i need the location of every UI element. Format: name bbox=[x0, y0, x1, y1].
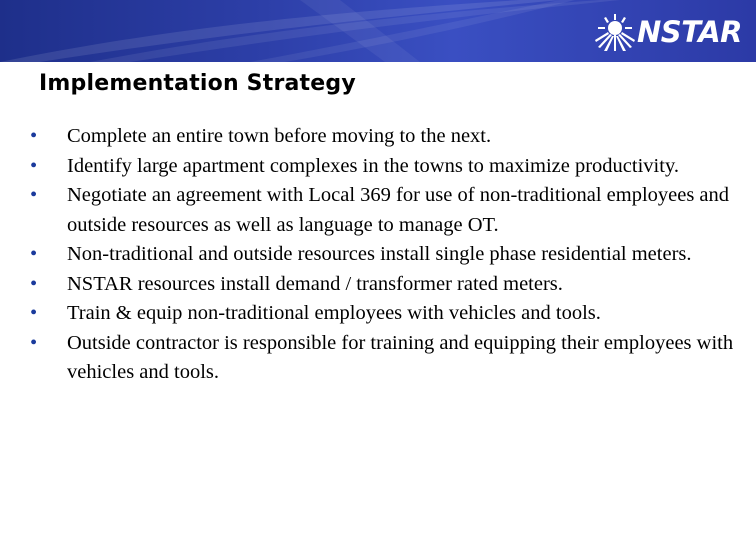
bullet-dot: • bbox=[30, 331, 38, 354]
bullet-item bbox=[30, 329, 742, 388]
logo-text: NSTAR bbox=[637, 15, 742, 49]
bullet-text: Outside contractor is responsible for training and equipping their employees with vehicles and tools. bbox=[67, 331, 734, 383]
bullet-item bbox=[30, 240, 742, 270]
bullet-dot: • bbox=[30, 302, 38, 324]
bullet-text: Non-traditional and outside resources install single phase residential meters. bbox=[67, 243, 692, 265]
bullet-text: NSTAR resources install demand / transformer rated meters. bbox=[67, 272, 563, 295]
bullet-item bbox=[30, 122, 742, 152]
nstar-starburst-icon bbox=[595, 12, 635, 52]
slide-title: Implementation Strategy bbox=[39, 71, 356, 96]
header-banner bbox=[0, 0, 756, 62]
bullet-item bbox=[30, 181, 742, 240]
bullet-text: Identify large apartment complexes in the towns to maximize productivity. bbox=[67, 154, 679, 177]
bullet-item bbox=[30, 152, 742, 182]
bullet-list bbox=[30, 122, 742, 388]
bullet-item bbox=[30, 270, 742, 300]
bullet-dot: • bbox=[30, 272, 38, 295]
bullet-text: Complete an entire town before moving to the next. bbox=[67, 125, 492, 147]
bullet-dot: • bbox=[30, 243, 38, 265]
bullet-text: Negotiate an agreement with Local 369 for use of non-traditional employees and outside resources as well as language to manage OT. bbox=[67, 184, 730, 236]
bullet-dot: • bbox=[30, 154, 38, 177]
bullet-dot: • bbox=[30, 184, 38, 206]
bullet-dot: • bbox=[30, 125, 38, 147]
bullet-item bbox=[30, 299, 742, 329]
nstar-logo bbox=[595, 12, 742, 52]
bullet-text: Train & equip non-traditional employees with vehicles and tools. bbox=[67, 302, 601, 324]
